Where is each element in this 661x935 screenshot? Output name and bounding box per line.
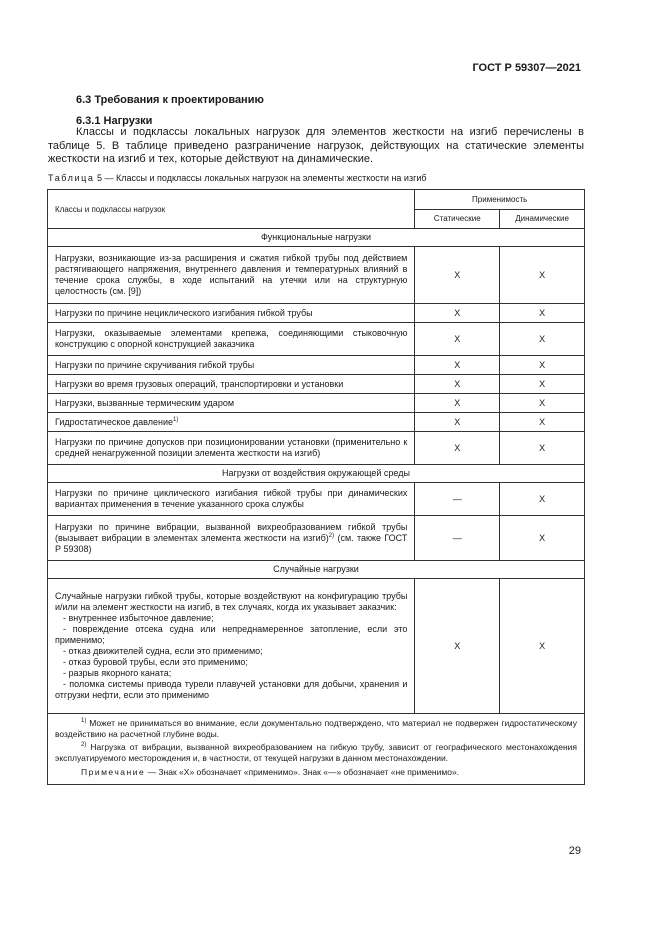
page-number: 29 <box>568 845 581 857</box>
row-text: Нагрузки во время грузовых операций, транспортировки и установки <box>48 375 415 394</box>
row-text: Нагрузки по причине допусков при позиционировании установки (применительно к средней ненагруженной позиции элемента жесткости на изгиб) <box>48 432 415 465</box>
table-row <box>48 375 585 394</box>
table-row <box>48 356 585 375</box>
header-dynamic: Динамические <box>500 209 585 229</box>
random-item: - разрыв якорного каната; <box>63 668 172 678</box>
subsection-title: 6.3.1 Нагрузки <box>76 115 153 127</box>
row-dynamic: X <box>500 413 585 432</box>
row-dynamic: X <box>500 483 585 516</box>
row-text-tail: (см. также ГОСТ Р 59308) <box>55 532 408 554</box>
footnote-ref: 2) <box>328 532 335 539</box>
random-intro: Случайные нагрузки гибкой трубы, которые воздействуют на конфигурацию трубы и/или на элемент жесткости на изгиб, в тех случаях, когда их указывает заказчик: <box>55 591 408 612</box>
row-static: — <box>415 516 500 561</box>
row-text <box>48 516 415 561</box>
random-item: - поломка системы привода турели плавучей установки для добычи, хранения и отгрузки нефти, если это применимо <box>55 679 408 700</box>
table-footnotes <box>48 714 585 785</box>
section-random: Случайные нагрузки <box>48 561 585 579</box>
row-dynamic: X <box>500 579 585 714</box>
row-dynamic: X <box>500 356 585 375</box>
note-text: — Знак «X» обозначает «применимо». Знак «—» обозначает «не применимо». <box>145 767 460 777</box>
footnote-2-text: Нагрузка от вибрации, вызванной вихреобразованием на гибкую трубу, зависит от географического местонахождения эксплуатируемого месторождения и, в частности, от текущей нагрузки в данном местонахождении. <box>55 742 577 763</box>
row-dynamic: X <box>500 394 585 413</box>
row-static: X <box>415 413 500 432</box>
table-note <box>55 767 577 778</box>
row-static: — <box>415 483 500 516</box>
section-row <box>48 229 585 247</box>
table-row <box>48 516 585 561</box>
table-header-row <box>48 190 585 210</box>
table-row <box>48 483 585 516</box>
row-static: X <box>415 356 500 375</box>
row-text: Нагрузки по причине циклического изгибания гибкой трубы при динамических вариантах применения в течение указанного срока службы <box>48 483 415 516</box>
section-title: 6.3 Требования к проектированию <box>76 94 264 106</box>
row-text <box>48 579 415 714</box>
footnotes-row <box>48 714 585 785</box>
table-caption <box>48 173 427 183</box>
row-text-main: Гидростатическое давление <box>55 416 173 427</box>
table-row <box>48 579 585 714</box>
table-row <box>48 432 585 465</box>
row-text: Нагрузки, вызванные термическим ударом <box>48 394 415 413</box>
row-static: X <box>415 579 500 714</box>
footnote-ref: 1) <box>172 416 179 423</box>
row-text: Нагрузки по причине скручивания гибкой трубы <box>48 356 415 375</box>
row-dynamic: X <box>500 247 585 304</box>
section-environment: Нагрузки от воздействия окружающей среды <box>48 465 585 483</box>
row-static: X <box>415 432 500 465</box>
table-row <box>48 304 585 323</box>
section-row <box>48 465 585 483</box>
row-text-main: Нагрузки по причине вибрации, вызванной вихреобразованием гибкой трубы (вызывает вибрации в элементах элемента жесткости на изгиб) <box>55 521 408 543</box>
header-classes: Классы и подклассы нагрузок <box>48 190 415 229</box>
footnote-2 <box>55 742 577 764</box>
row-static: X <box>415 394 500 413</box>
standard-number: ГОСТ Р 59307—2021 <box>472 62 581 74</box>
table-row <box>48 247 585 304</box>
header-applicability: Применимость <box>415 190 585 210</box>
row-text: Нагрузки, возникающие из-за расширения и сжатия гибкой трубы под действием растягивающего напряжения, внутреннего давления и температурных влияний в течение срока службы, в ходе испытаний на утечки или на структурную целостность (см. [9]) <box>48 247 415 304</box>
row-static: X <box>415 304 500 323</box>
random-item: - отказ движителей судна, если это применимо; <box>63 646 263 656</box>
random-item: - внутреннее избыточное давление; <box>63 613 214 623</box>
row-static: X <box>415 375 500 394</box>
row-dynamic: X <box>500 304 585 323</box>
table-row <box>48 323 585 356</box>
row-static: X <box>415 323 500 356</box>
row-dynamic: X <box>500 432 585 465</box>
footnote-1-text: Может не приниматься во внимание, если документально подтверждено, что материал не подвержен гидростатическому воздействию на расчетной глубине воды. <box>55 718 577 739</box>
header-static: Статические <box>415 209 500 229</box>
random-item: - отказ буровой трубы, если это применимо; <box>63 657 248 667</box>
row-text <box>48 413 415 432</box>
footnote-1-mark: 1) <box>81 718 87 725</box>
random-item: - повреждение отсека судна или непреднамеренное затопление, если это применимо; <box>55 624 408 645</box>
table-caption-label: Таблица <box>48 173 95 183</box>
row-dynamic: X <box>500 375 585 394</box>
row-dynamic: X <box>500 323 585 356</box>
table-row <box>48 413 585 432</box>
table-row <box>48 394 585 413</box>
note-label: Примечание <box>81 767 146 777</box>
loads-table <box>47 189 585 785</box>
row-static: X <box>415 247 500 304</box>
row-dynamic: X <box>500 516 585 561</box>
table-caption-text: 5 — Классы и подклассы локальных нагрузок на элементы жесткости на изгиб <box>97 173 427 183</box>
intro-paragraph: Классы и подклассы локальных нагрузок для элементов жесткости на изгиб перечислены в таблице 5. В таблице приведено разграничение нагрузок, действующих на статические элементы жесткости на изгиб и тех, которые действуют на динамические. <box>48 126 584 165</box>
footnote-1 <box>55 718 577 740</box>
footnote-2-mark: 2) <box>81 742 87 749</box>
section-row <box>48 561 585 579</box>
row-text: Нагрузки по причине нециклического изгибания гибкой трубы <box>48 304 415 323</box>
section-functional: Функциональные нагрузки <box>48 229 585 247</box>
row-text: Нагрузки, оказываемые элементами крепежа, соединяющими стыковочную конструкцию с опорной конструкцией заказчика <box>48 323 415 356</box>
